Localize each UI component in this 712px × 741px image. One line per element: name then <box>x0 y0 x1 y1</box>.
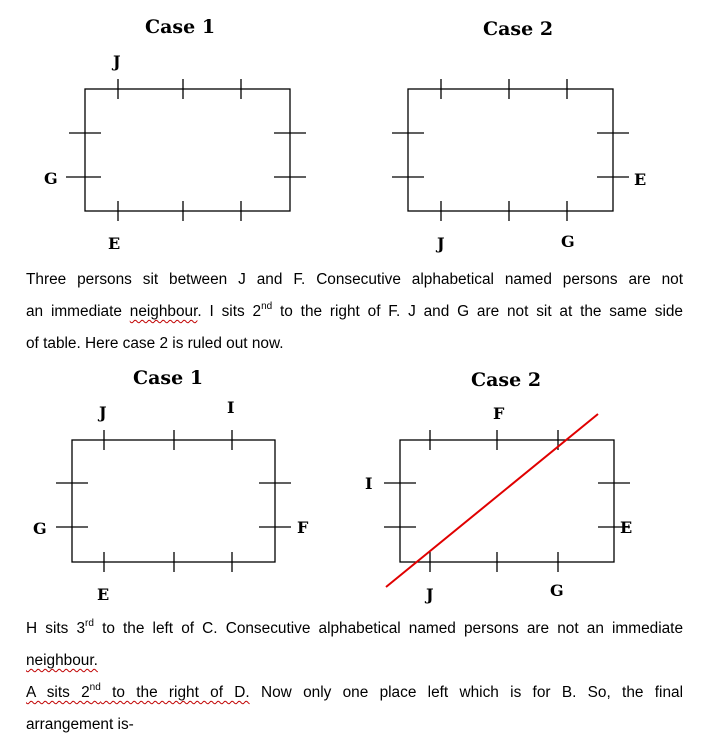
seat-label-i: I <box>227 398 235 417</box>
bottom-case2-title: Case 2 <box>471 369 542 391</box>
paragraph-2-line-1: H sits 3rd to the left of C. Consecutive alphabetical named persons are not an immediate <box>26 618 684 637</box>
paragraph-3 <box>26 677 683 741</box>
spellcheck-word: neighbour <box>129 303 198 320</box>
seat-label-i: I <box>365 474 373 493</box>
seat-label-e: E <box>620 518 633 537</box>
paragraph-2 <box>26 613 683 677</box>
top-case2-table <box>408 89 613 211</box>
top-case1-table <box>85 89 290 211</box>
spellcheck-phrase: A sits 2nd to the right of D. <box>26 682 250 701</box>
seat-label-j: J <box>99 403 107 422</box>
bottom-case1-title: Case 1 <box>133 367 204 389</box>
paragraph-1-line-3: of table. Here case 2 is ruled out now. <box>26 335 284 352</box>
seat-label-g: G <box>33 519 47 538</box>
paragraph-2-line-2 <box>26 645 683 677</box>
paragraph-1 <box>26 264 683 360</box>
seat-label-g: G <box>44 169 58 188</box>
seat-label-e: E <box>97 585 110 604</box>
seat-label-j: J <box>437 234 445 253</box>
top-case1-title: Case 1 <box>145 16 216 38</box>
seat-label-e: E <box>108 234 121 253</box>
paragraph-1-line-1: Three persons sit between J and F. Consecutive alphabetical named persons are not <box>26 271 683 288</box>
bottom-case2-table <box>400 440 614 562</box>
spellcheck-word: neighbour. <box>26 652 98 669</box>
seat-label-e: E <box>634 170 647 189</box>
top-case2-title: Case 2 <box>483 18 554 40</box>
paragraph-3-line-1: A sits 2nd to the right of D. Now only one place left which is for B. So, the final <box>26 682 683 701</box>
bottom-case1-table <box>72 440 275 562</box>
seat-label-g: G <box>550 581 564 600</box>
seat-label-f: F <box>297 518 309 537</box>
seat-label-f: F <box>493 404 505 423</box>
seat-label-j: J <box>113 52 121 71</box>
paragraph-3-line-2: arrangement is- <box>26 716 134 733</box>
seat-label-j: J <box>426 585 434 604</box>
paragraph-1-line-2: an immediate neighbour. I sits 2nd to the right of F. J and G are not sit at the same side <box>26 301 683 320</box>
seat-label-g: G <box>561 232 575 251</box>
